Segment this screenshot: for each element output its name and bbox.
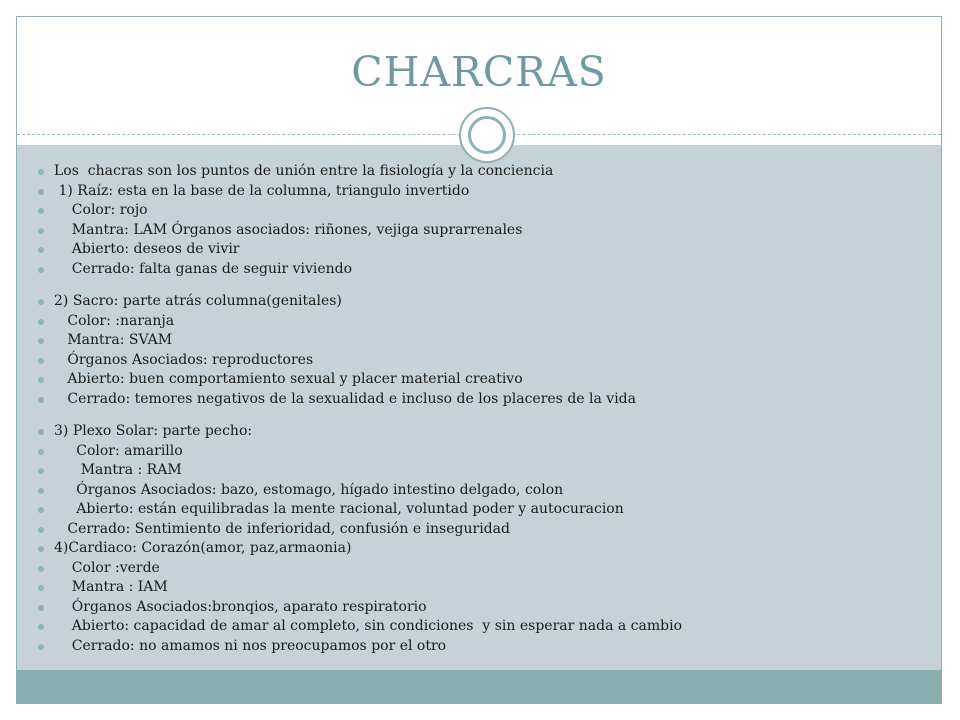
bullet-item: Abierto: capacidad de amar al completo, sin condiciones y sin esperar nada a cambio — [38, 617, 682, 637]
bullet-item: 1) Raíz: esta en la base de la columna, triangulo invertido — [38, 182, 682, 202]
bullet-item: Mantra : RAM — [38, 461, 682, 481]
bullet-item: Abierto: deseos de vivir — [38, 240, 682, 260]
bullet-item: 4)Cardiaco: Corazón(amor, paz,armaonia) — [38, 539, 682, 559]
bullet-item: Abierto: buen comportamiento sexual y placer material creativo — [38, 370, 682, 390]
bullet-item: Órganos Asociados: bazo, estomago, hígado intestino delgado, colon — [38, 481, 682, 501]
bullet-item: Órganos Asociados:bronqios, aparato respiratorio — [38, 598, 682, 618]
bullet-item: 2) Sacro: parte atrás columna(genitales) — [38, 292, 682, 312]
bullet-item: Los chacras son los puntos de unión entre la fisiología y la conciencia — [38, 162, 682, 182]
bullet-item: Abierto: están equilibradas la mente racional, voluntad poder y autocuracion — [38, 500, 682, 520]
ring-ornament-icon — [459, 107, 515, 163]
bullet-item: Color :verde — [38, 559, 682, 579]
bullet-item: Color: rojo — [38, 201, 682, 221]
bullet-item: Color: :naranja — [38, 312, 682, 332]
bullet-item: 3) Plexo Solar: parte pecho: — [38, 422, 682, 442]
bullet-item: Cerrado: no amamos ni nos preocupamos por el otro — [38, 637, 682, 657]
footer-band — [17, 670, 941, 703]
bullet-item: Cerrado: falta ganas de seguir viviendo — [38, 260, 682, 280]
bullet-item: Órganos Asociados: reproductores — [38, 351, 682, 371]
bullet-item: Color: amarillo — [38, 442, 682, 462]
bullet-item: Mantra : IAM — [38, 578, 682, 598]
bullet-item: Mantra: SVAM — [38, 331, 682, 351]
bullet-list — [38, 162, 682, 656]
bullet-item: Cerrado: Sentimiento de inferioridad, confusión e inseguridad — [38, 520, 682, 540]
slide-title: CHARCRAS — [351, 48, 607, 96]
bullet-item: Cerrado: temores negativos de la sexualidad e incluso de los placeres de la vida — [38, 390, 682, 410]
bullet-item: Mantra: LAM Órganos asociados: riñones, vejiga suprarrenales — [38, 221, 682, 241]
ring-inner-icon — [468, 116, 506, 154]
